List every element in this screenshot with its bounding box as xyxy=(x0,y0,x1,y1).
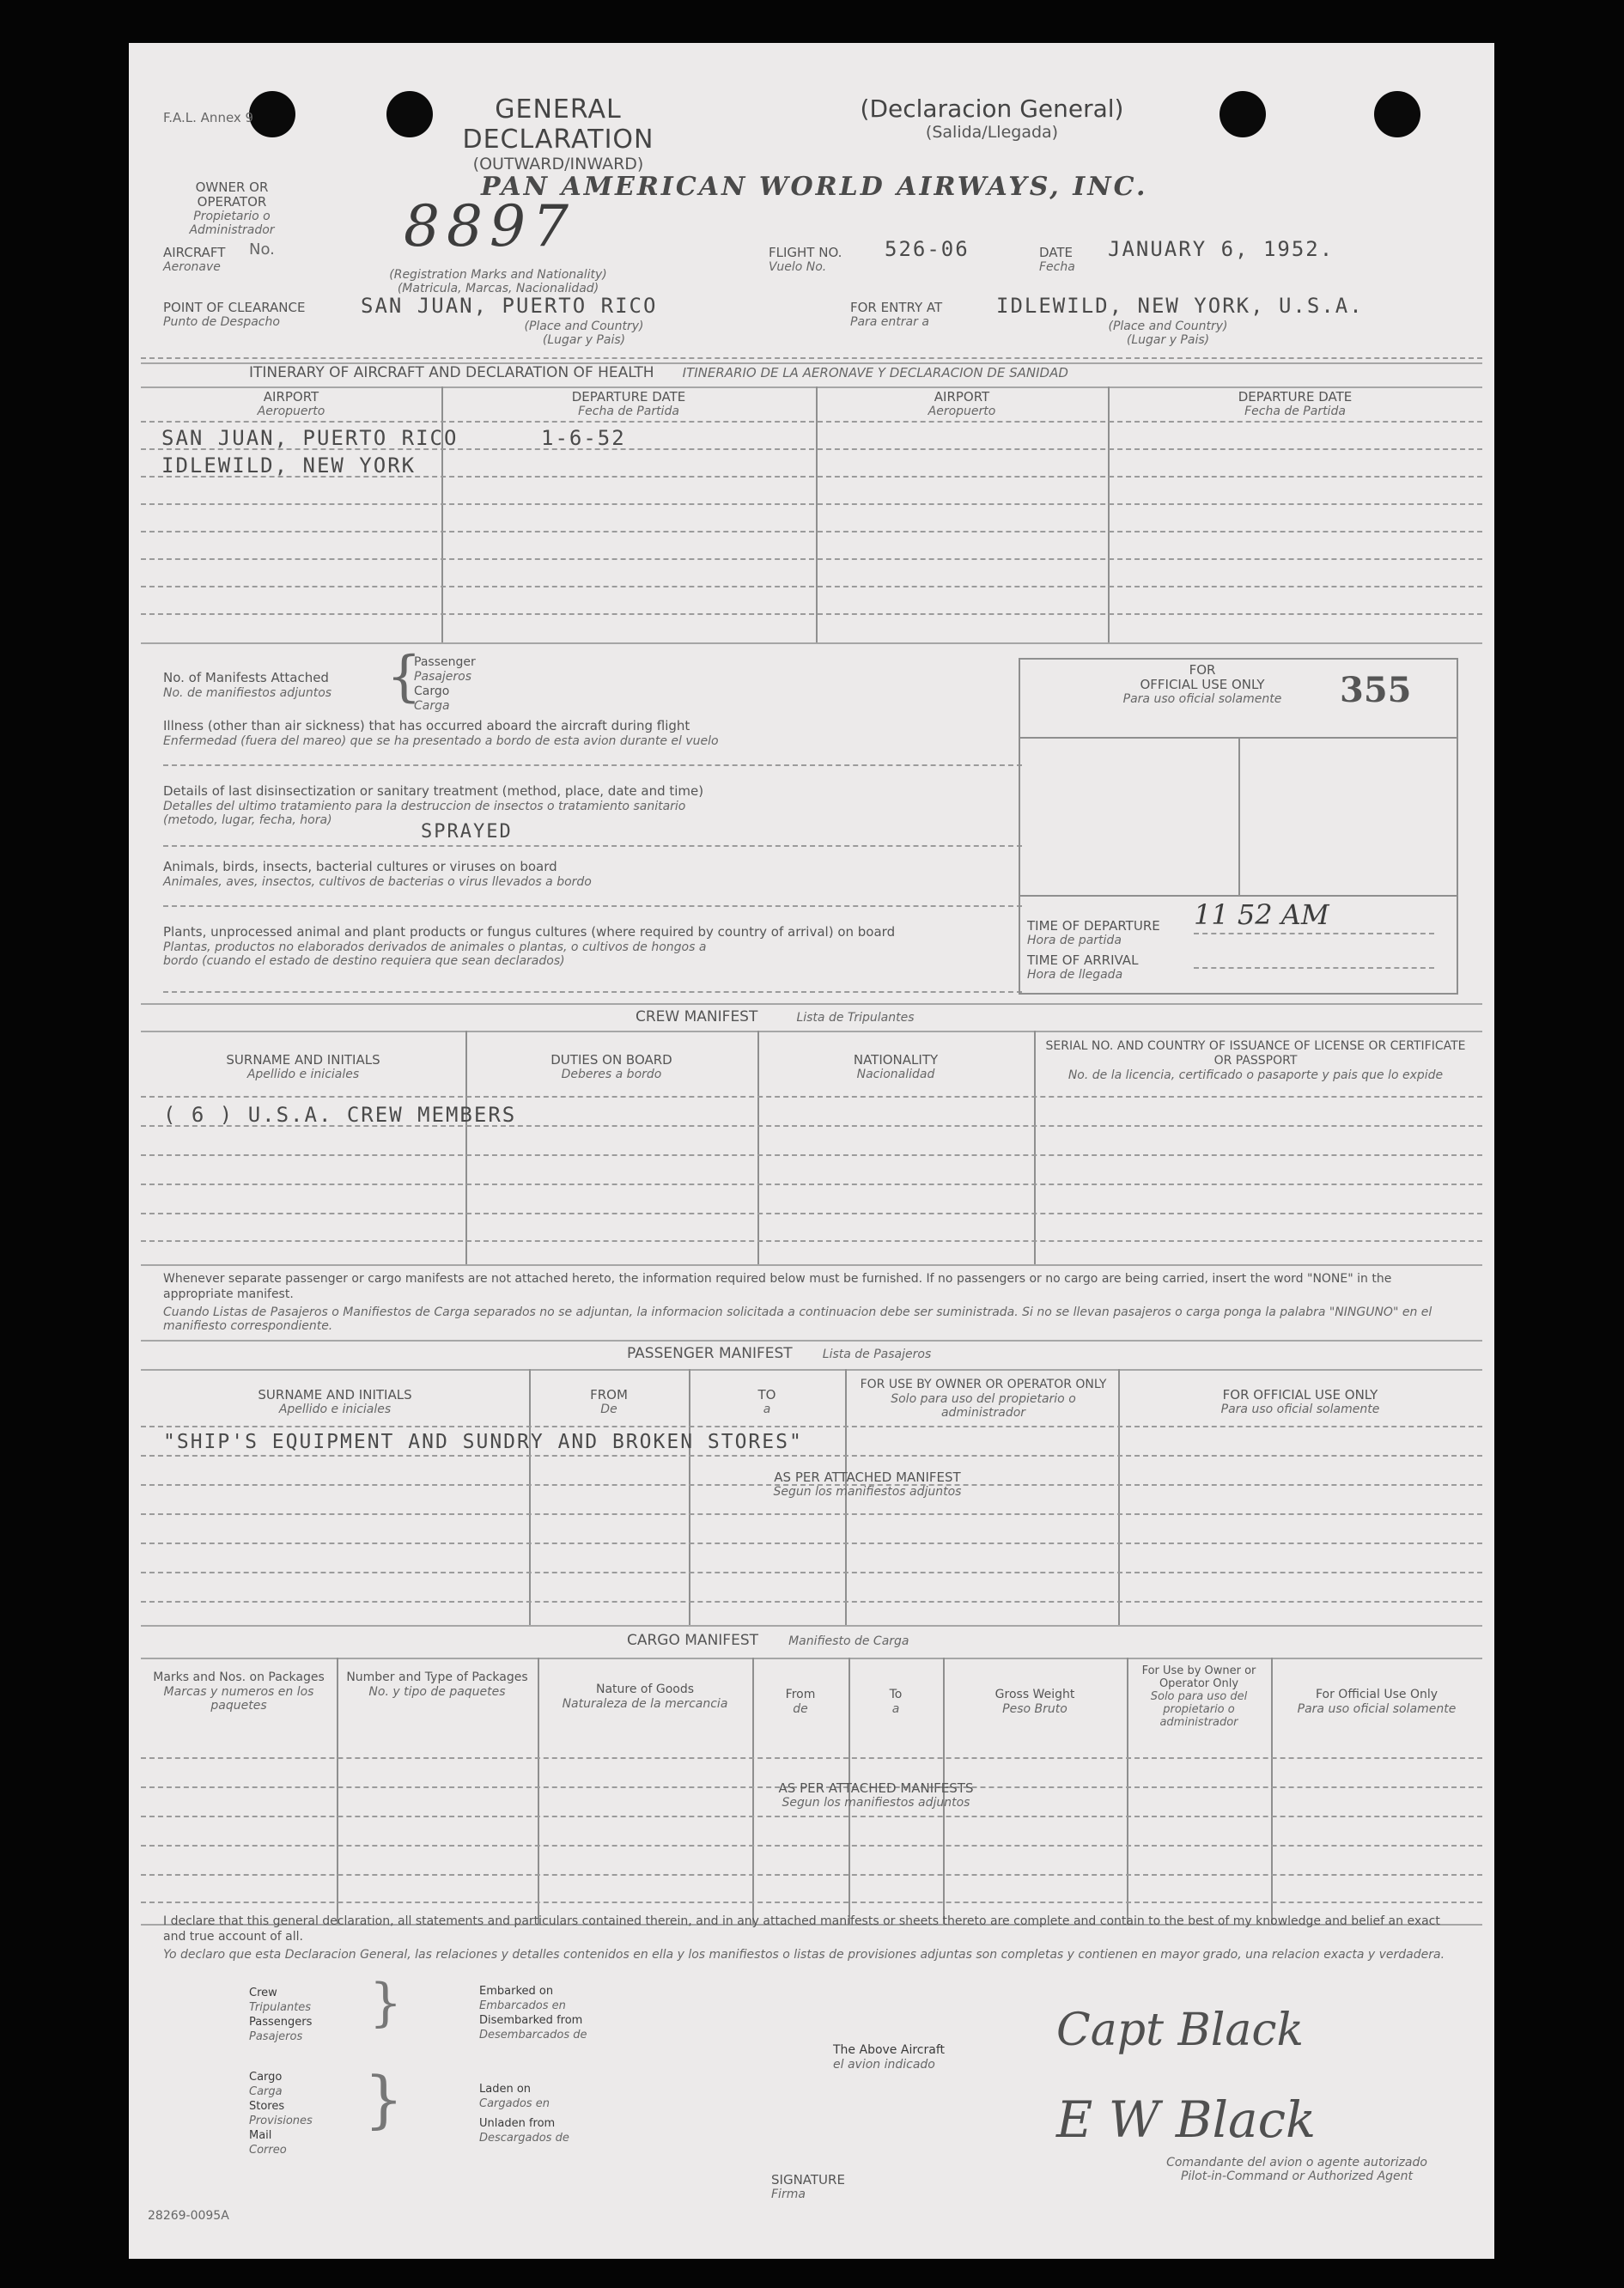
disinsect-value: SPRAYED xyxy=(421,821,513,843)
divider xyxy=(141,1426,1482,1427)
divider xyxy=(141,1340,1482,1342)
divider xyxy=(141,1369,1482,1371)
passenger-col-owner: FOR USE BY OWNER OR OPERATOR ONLY Solo para uso del propietario o administrador xyxy=(860,1378,1107,1420)
crew-col-serial: SERIAL NO. AND COUNTRY OF ISSUANCE OF LICENSE OR CERTIFICATE OR PASSPORT No. de la licencia, certificado o pasaporte y pais que lo expide xyxy=(1045,1039,1466,1082)
plants-label: Plants, unprocessed animal and plant products or fungus cultures (where required by country of arrival) on board Plantas, productos no elaborados derivados de animales o plantas, o cultivos de hongos a bordo (cuando el estado de destino requiera que sean declarados) xyxy=(163,924,896,968)
declaration-brace-2: } xyxy=(364,2063,404,2135)
itinerary-airport-2: IDLEWILD, NEW YORK xyxy=(161,453,417,478)
divider xyxy=(141,1572,1482,1573)
punch-hole-3 xyxy=(1220,91,1266,137)
divider xyxy=(141,1845,1482,1847)
form-number: 28269-0095A xyxy=(148,2209,229,2223)
entry-note: (Place and Country) (Lugar y Pais) xyxy=(1108,319,1228,347)
divider xyxy=(141,1902,1482,1903)
departure-time-label: TIME OF DEPARTURE Hora de partida xyxy=(1027,918,1160,947)
passenger-attached: AS PER ATTACHED MANIFEST Segun los manifiestos adjuntos xyxy=(773,1470,962,1499)
itinerary-col-airport: AIRPORT Aeropuerto xyxy=(257,389,325,418)
declaration-cargo-stores: Cargo Carga Stores Provisiones Mail Correo xyxy=(249,2071,313,2157)
cargo-col-marks: Marks and Nos. on Packages Marcas y numeros en los paquetes xyxy=(153,1670,325,1713)
divider xyxy=(141,1455,1482,1457)
illness-label: Illness (other than air sickness) that has occurred aboard the aircraft during flight Enfermedad (fuera del mareo) que se ha presentado a bordo de esta avion durante el vuelo xyxy=(163,718,719,748)
aircraft-number: 8897 xyxy=(404,193,575,259)
divider xyxy=(141,531,1482,532)
manifests-brace: { xyxy=(386,645,422,709)
signatory-title: Comandante del avion o agente autorizado Pilot-in-Command or Authorized Agent xyxy=(1166,2156,1427,2183)
cargo-col-number: Number and Type of Packages No. y tipo de paquetes xyxy=(346,1670,528,1699)
divider xyxy=(141,1213,1482,1214)
crew-col-nationality: NATIONALITY Nacionalidad xyxy=(853,1052,939,1081)
itinerary-airport-1: SAN JUAN, PUERTO RICO xyxy=(161,426,459,450)
manifests-label-block: No. of Manifests Attached No. de manifiestos adjuntos xyxy=(163,670,332,700)
divider xyxy=(141,1031,1482,1032)
disinsect-line xyxy=(163,845,1022,847)
passenger-title: PASSENGER MANIFEST Lista de Pasajeros xyxy=(627,1345,932,1362)
flight-number: 526-06 xyxy=(885,237,970,261)
cargo-col-owner: For Use by Owner or Operator Only Solo para uso del propietario o administrador xyxy=(1141,1664,1256,1729)
divider xyxy=(141,1003,1482,1005)
arrival-time-line xyxy=(1194,967,1434,969)
divider xyxy=(141,1658,1482,1659)
divider xyxy=(141,1874,1482,1876)
form-title-es: (Declaracion General) (Salida/Llegada) xyxy=(860,94,1124,142)
declaration-crew-passengers: Crew Tripulantes Passengers Pasajeros xyxy=(249,1987,313,2043)
divider xyxy=(141,386,1482,388)
form-title-en: GENERAL DECLARATION xyxy=(462,94,654,155)
cargo-col-nature: Nature of Goods Naturaleza de la mercancia xyxy=(562,1683,728,1711)
cargo-col-official: For Official Use Only Para uso oficial solamente xyxy=(1297,1688,1457,1716)
divider xyxy=(141,558,1482,560)
disinsect-label: Details of last disinsectization or sanitary treatment (method, place, date and time) Detalles del ultimo tratamiento para la destruccion de insectos o tratamiento sanitario (metodo, lugar, fecha, hora) xyxy=(163,783,704,827)
itinerary-col-airport-2: AIRPORT Aeropuerto xyxy=(928,389,996,418)
divider xyxy=(141,1601,1482,1603)
arrival-time-label: TIME OF ARRIVAL Hora de llegada xyxy=(1027,952,1139,982)
declaration-form xyxy=(129,43,1494,2259)
manifest-instructions: Whenever separate passenger or cargo manifests are not attached hereto, the information required below must be furnished. If no passengers or no cargo are being carried, insert the word "NONE" in the appropriate manifest. Cuando Listas de Pasajeros o Manifiestos de Carga separados no se adjuntan, la informacion solicitada a continuacion debe ser suministrada. Si no se llevan pasajeros o carga ponga la palabra "NINGUNO" en el manifiesto correspondiente. xyxy=(163,1272,1432,1333)
cargo-title: CARGO MANIFEST Manifiesto de Carga xyxy=(627,1632,909,1649)
aircraft-note: (Registration Marks and Nationality) (Matricula, Marcas, Nacionalidad) xyxy=(389,268,607,295)
crew-col-line xyxy=(1034,1031,1036,1264)
declaration-statement: I declare that this general declaration, all statements and particulars contained therein, and in any attached manifests or sheets thereto are complete and contain to the best of my knowledge and belief an exact and true account of all. Yo declaro que esta Declaracion General, las relaciones y detalles contenidos en ella y los manifiestos o listas de provisiones adjuntas son completas y contienen en mayor grado, una relacion exacta y verdadera. xyxy=(163,1914,1445,1962)
passenger-col-to: TO a xyxy=(757,1387,776,1416)
itinerary-title: ITINERARY OF AIRCRAFT AND DECLARATION OF HEALTH ITINERARIO DE LA AERONAVE Y DECLARACION DE SANIDAD xyxy=(249,364,1068,381)
passenger-col-from: FROM De xyxy=(590,1387,628,1416)
itinerary-col-line xyxy=(816,386,818,644)
flight-label: FLIGHT NO. Vuelo No. xyxy=(769,245,842,274)
divider xyxy=(141,1543,1482,1544)
divider xyxy=(141,1154,1482,1156)
animals-line xyxy=(163,905,1022,907)
form-reference: F.A.L. Annex 9 xyxy=(163,110,254,125)
date-value: JANUARY 6, 1952. xyxy=(1108,237,1335,261)
entry-value: IDLEWILD, NEW YORK, U.S.A. xyxy=(996,294,1364,318)
illness-line xyxy=(163,764,1022,766)
divider xyxy=(141,357,1482,359)
official-number: 355 xyxy=(1340,670,1412,710)
manifests-passenger: Passenger Pasajeros Cargo Carga xyxy=(414,655,476,713)
divider xyxy=(141,1240,1482,1242)
itinerary-col-departure-2: DEPARTURE DATE Fecha de Partida xyxy=(1238,389,1353,418)
plants-line xyxy=(163,991,1022,993)
divider xyxy=(141,1625,1482,1627)
operator-value: PAN AMERICAN WORLD AIRWAYS, INC. xyxy=(481,172,1148,202)
punch-hole-1 xyxy=(249,91,295,137)
declaration-embark: Embarked on Embarcados en Disembarked from Desembarcados de xyxy=(479,1985,587,2042)
aircraft-no-label: No. xyxy=(249,240,275,259)
cargo-col-weight: Gross Weight Peso Bruto xyxy=(994,1688,1075,1716)
divider xyxy=(141,1184,1482,1185)
departure-time-value: 11 52 AM xyxy=(1194,898,1329,931)
official-use-vline xyxy=(1238,737,1240,895)
clearance-label: POINT OF CLEARANCE Punto de Despacho xyxy=(163,300,306,329)
operator-label: OWNER OR OPERATOR Propietario o Administrador xyxy=(189,180,275,237)
divider xyxy=(141,1096,1482,1098)
divider xyxy=(141,503,1482,505)
declaration-laden: Laden on Cargados en Unladen from Descargados de xyxy=(479,2083,569,2145)
passenger-col-official: FOR OFFICIAL USE ONLY Para uso oficial solamente xyxy=(1220,1387,1380,1416)
divider xyxy=(141,586,1482,587)
divider xyxy=(141,1757,1482,1759)
departure-time-line xyxy=(1194,933,1434,934)
crew-row-value: ( 6 ) U.S.A. CREW MEMBERS xyxy=(163,1103,517,1127)
itinerary-col-departure: DEPARTURE DATE Fecha de Partida xyxy=(571,389,686,418)
cargo-col-to: To a xyxy=(889,1688,903,1716)
aircraft-label: AIRCRAFT Aeronave xyxy=(163,245,226,274)
clearance-note: (Place and Country) (Lugar y Pais) xyxy=(524,319,644,347)
date-label: DATE Fecha xyxy=(1039,245,1075,274)
divider xyxy=(141,613,1482,615)
cargo-attached: AS PER ATTACHED MANIFESTS Segun los manifiestos adjuntos xyxy=(778,1780,974,1810)
cargo-col-from: From de xyxy=(785,1688,816,1716)
divider xyxy=(141,1513,1482,1515)
passenger-col-name: SURNAME AND INITIALS Apellido e iniciales xyxy=(258,1387,412,1416)
form-title-sub: (OUTWARD/INWARD) xyxy=(472,155,644,173)
divider xyxy=(141,421,1482,423)
declaration-brace-1: } xyxy=(369,1973,403,2033)
declaration-aircraft: The Above Aircraft el avion indicado xyxy=(833,2043,945,2072)
form-title xyxy=(421,94,696,173)
crew-col-duties: DUTIES ON BOARD Deberes a bordo xyxy=(550,1052,672,1081)
divider xyxy=(141,1816,1482,1817)
animals-label: Animals, birds, insects, bacterial cultures or viruses on board Animales, aves, insectos, cultivos de bacterias o virus llevados a bordo xyxy=(163,859,592,889)
crew-title: CREW MANIFEST Lista de Tripulantes xyxy=(636,1008,915,1025)
itinerary-col-line xyxy=(441,386,443,644)
official-use-label: FOR OFFICIAL USE ONLY Para uso oficial solamente xyxy=(1122,662,1282,706)
signature-line-2: E W Black xyxy=(1056,2090,1317,2149)
punch-hole-4 xyxy=(1374,91,1420,137)
clearance-value: SAN JUAN, PUERTO RICO xyxy=(361,294,658,318)
passenger-row-value: "SHIP'S EQUIPMENT AND SUNDRY AND BROKEN STORES" xyxy=(163,1431,803,1453)
itinerary-date-1: 1-6-52 xyxy=(541,426,626,450)
itinerary-col-line xyxy=(1108,386,1110,644)
signature-label: SIGNATURE Firma xyxy=(771,2172,845,2201)
signature-line-1: Capt Black xyxy=(1056,2005,1304,2056)
divider xyxy=(141,642,1482,644)
entry-label: FOR ENTRY AT Para entrar a xyxy=(850,300,943,329)
divider xyxy=(141,1264,1482,1266)
crew-col-name: SURNAME AND INITIALS Apellido e iniciales xyxy=(226,1052,380,1081)
